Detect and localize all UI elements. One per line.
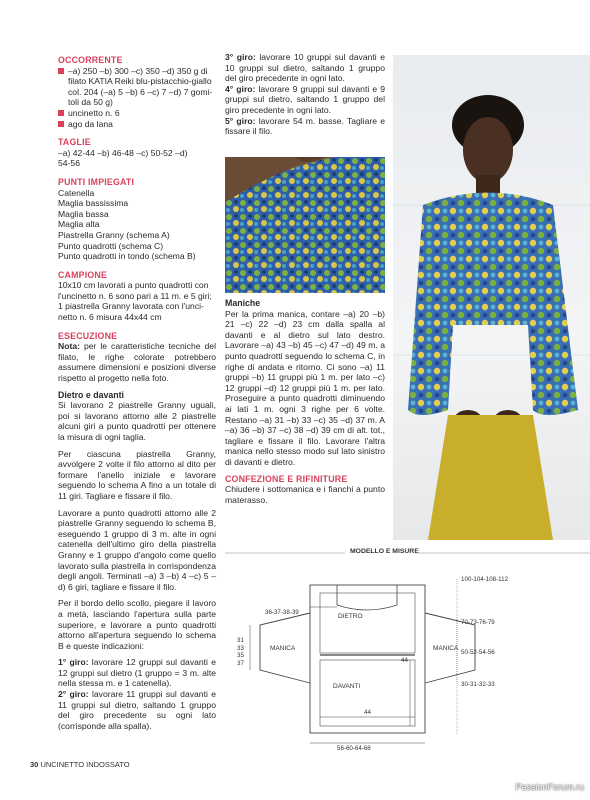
paragraph: Lavorare a punto quadrotti attorno alle 2 piastrelle Granny seguendo lo schema B, eseguendo 1 gruppo di 3 m. alte in ogni catenella dell'ultimo giro della piastrella Granny e 1 gruppo d'angolo come quello lavorato sulla piastrella in corrispondenza degli angoli. Terminati –a) 3 –b) 4 –c) 5 –d) 6 giri, tagliare e fissare il filo. — [58, 507, 216, 592]
campione-line: l'uncinetto n. 6 sono pari a 11 m. e 5 giri; — [58, 290, 212, 301]
manica-right-label: MANICA — [433, 645, 459, 652]
taglie-line: –a) 42-44 –b) 46-48 –c) 50-52 –d) — [58, 147, 188, 158]
diagram-title: MODELLO E MISURE — [350, 548, 419, 555]
sleeve-height-label: 31 33 35 37 — [237, 637, 244, 667]
davanti-label: DAVANTI — [333, 683, 361, 690]
page-footer — [30, 760, 130, 769]
taglie-line: 54-56 — [58, 158, 80, 169]
bullet-square-icon — [58, 68, 64, 74]
model-image — [393, 55, 590, 540]
half-height-label: 70-73-76-79 — [461, 619, 495, 626]
punti-item: Piastrella Granny (schema A) — [58, 229, 170, 240]
nota-paragraph: Nota: per le caratteristiche tecniche del filato, le righe colorate potrebbero assumere dimensioni e posizioni diverse rispetto al progetto nella foto. — [58, 341, 216, 384]
pattern-diagram — [225, 545, 590, 755]
nota-label: Nota: — [58, 341, 80, 352]
giro-label: 3° giro: — [225, 52, 256, 62]
occorrente-line: filato KATIA Reiki blu-pistacchio-giallo — [68, 76, 212, 87]
height-total-label: 100-104-108-112 — [461, 576, 509, 583]
model-photo — [393, 55, 590, 540]
giro-label: 2° giro: — [58, 689, 89, 700]
giro-paragraph: 1° giro: lavorare 12 gruppi sul davanti e 12 gruppi sul dietro (1 gruppo = 3 m. alte nella stessa m. e 1 catenella). — [58, 657, 216, 689]
bullet-square-icon — [58, 121, 64, 127]
page-number: 30 — [30, 760, 39, 769]
confezione-heading: CONFEZIONE E RIFINITURE — [225, 473, 348, 484]
panel-height-label: 44 — [401, 657, 408, 664]
giro-label: 4° giro: — [225, 83, 256, 94]
occorrente-line: –a) 250 –b) 300 –c) 350 –d) 350 g di — [58, 66, 216, 77]
campione-line: 1 piastrella Granny lavorata con l'unci- — [58, 301, 204, 312]
panel-width-label: 44 — [364, 709, 371, 716]
campione-line: netto n. 6 misura 44x44 cm — [58, 312, 162, 323]
bottom-width-label: 56-60-64-68 — [337, 745, 371, 752]
occorrente-line: col. 204 (–a) 5 –b) 6 –c) 7 –d) 7 gomi- — [68, 86, 213, 97]
punti-item: Maglia bassa — [58, 208, 109, 219]
occorrente-block — [58, 66, 216, 130]
paragraph: Si lavorano 2 piastrelle Granny uguali, poi si lavorano attorno alle 2 piastrelle alcuni giri a punto quadrotti per ottenere la misura di ogni taglia. — [58, 400, 216, 442]
paragraph: Per il bordo dello scollo, piegare il lavoro a metà, lasciando l'apertura sulla parte superiore, e lavorare a punto quadrotti attorno all'apertura seguendo lo schema B e queste indicazioni: — [58, 598, 216, 651]
giro-paragraph: 3° giro: lavorare 10 gruppi sul davanti e 10 gruppi sul dietro, saltando 1 gruppo del giro precedente in ogni lato. — [225, 52, 385, 84]
sleeve-mid-label: 50-52-54-56 — [461, 649, 495, 656]
campione-line: 10x10 cm lavorati a punto quadrotti con — [58, 280, 209, 291]
middle-column-lower — [225, 298, 385, 511]
occorrente-line: toli da 50 g) — [68, 97, 113, 108]
giro-paragraph: 4° giro: lavorare 9 gruppi sul davanti e 9 gruppi sul dietro, saltando 1 gruppo del giro precedente in ogni lato. — [225, 83, 385, 115]
punti-item: Punto quadrotti in tondo (schema B) — [58, 251, 196, 262]
magazine-name: UNCINETTO INDOSSATO — [40, 760, 130, 769]
giro-label: 1° giro: — [58, 657, 89, 668]
punti-item: Maglia alta — [58, 219, 100, 230]
giro-label: 5° giro: — [225, 115, 256, 126]
confezione-paragraph: Chiudere i sottomanica e i fianchi a punto materasso. — [225, 484, 385, 505]
left-column — [58, 55, 216, 731]
occorrente-item: uncinetto n. 6 — [58, 108, 216, 119]
middle-column-top — [225, 52, 385, 137]
giro-paragraph: 5° giro: lavorare 54 m. basse. Tagliare e fissare il filo. — [225, 115, 385, 137]
punti-item: Catenella — [58, 187, 95, 198]
paragraph: Per ciascuna piastrella Granny, avvolgere 2 volte il filo attorno al dito per formare l'anello iniziale e lavorare seguendo lo schema A fino a un totale di 11 giri. Tagliare e fissare il filo. — [58, 448, 216, 501]
dietro-label: DIETRO — [338, 613, 363, 620]
giro-paragraph: 2° giro: lavorare 11 gruppi sul davanti e 11 gruppi sul dietro, saltando 1 gruppo del giro precedente su ogni lato (corrisponde alla spalla). — [58, 689, 216, 731]
occorrente-heading: OCCORRENTE — [58, 55, 123, 65]
occorrente-item: ago da lana — [58, 119, 216, 130]
maniche-heading: Maniche — [225, 298, 261, 308]
campione-heading: CAMPIONE — [58, 269, 108, 280]
detail-photo — [225, 157, 385, 293]
punti-item: Punto quadrotti (schema C) — [58, 240, 164, 251]
taglie-block — [58, 148, 216, 169]
top-width-label: 36-37-38-39 — [265, 609, 299, 616]
manica-left-label: MANICA — [270, 645, 296, 652]
campione-block — [58, 280, 216, 322]
punti-list — [58, 188, 216, 262]
maniche-paragraph: Per la prima manica, contare –a) 20 –b) 21 –c) 22 –d) 23 cm dalla spalla al davanti e al dietro sul lato destro. Lavorare –a) 43 –b) 45 –c) 47 –d) 49 m. a punto quadrotti seguendo lo schema C, in righe di andata e ritorno. Ci sono –a) 11 gruppi –b) 11 gruppi più 1 m. per lato –c) 12 gruppi –d) 12 gruppi più 1 m. per lato. Proseguire a punto quadrotti diminuendo ai lati 1 m. ogni 3 righe per 6 volte. Restano –a) 31 –b) 33 –c) 35 –d) 37 m. A –a) 36 –b) 37 –c) 38 –d) 39 cm di alt. tot., tagliare e fissare il filo. Lavorare l'altra manica nello stesso modo sul lato sinistro di davanti e dietro. — [225, 308, 385, 467]
esecuzione-heading: ESECUZIONE — [58, 330, 118, 341]
watermark: PassionForum.ru — [515, 782, 584, 792]
punti-heading: PUNTI IMPIEGATI — [58, 176, 135, 187]
sleeve-low-label: 30-31-32-33 — [461, 681, 495, 688]
dietro-davanti-heading: Dietro e davanti — [58, 389, 124, 400]
taglie-heading: TAGLIE — [58, 137, 91, 148]
crochet-detail-image — [225, 157, 385, 293]
bullet-square-icon — [58, 110, 64, 116]
punti-item: Maglia bassissima — [58, 198, 129, 209]
